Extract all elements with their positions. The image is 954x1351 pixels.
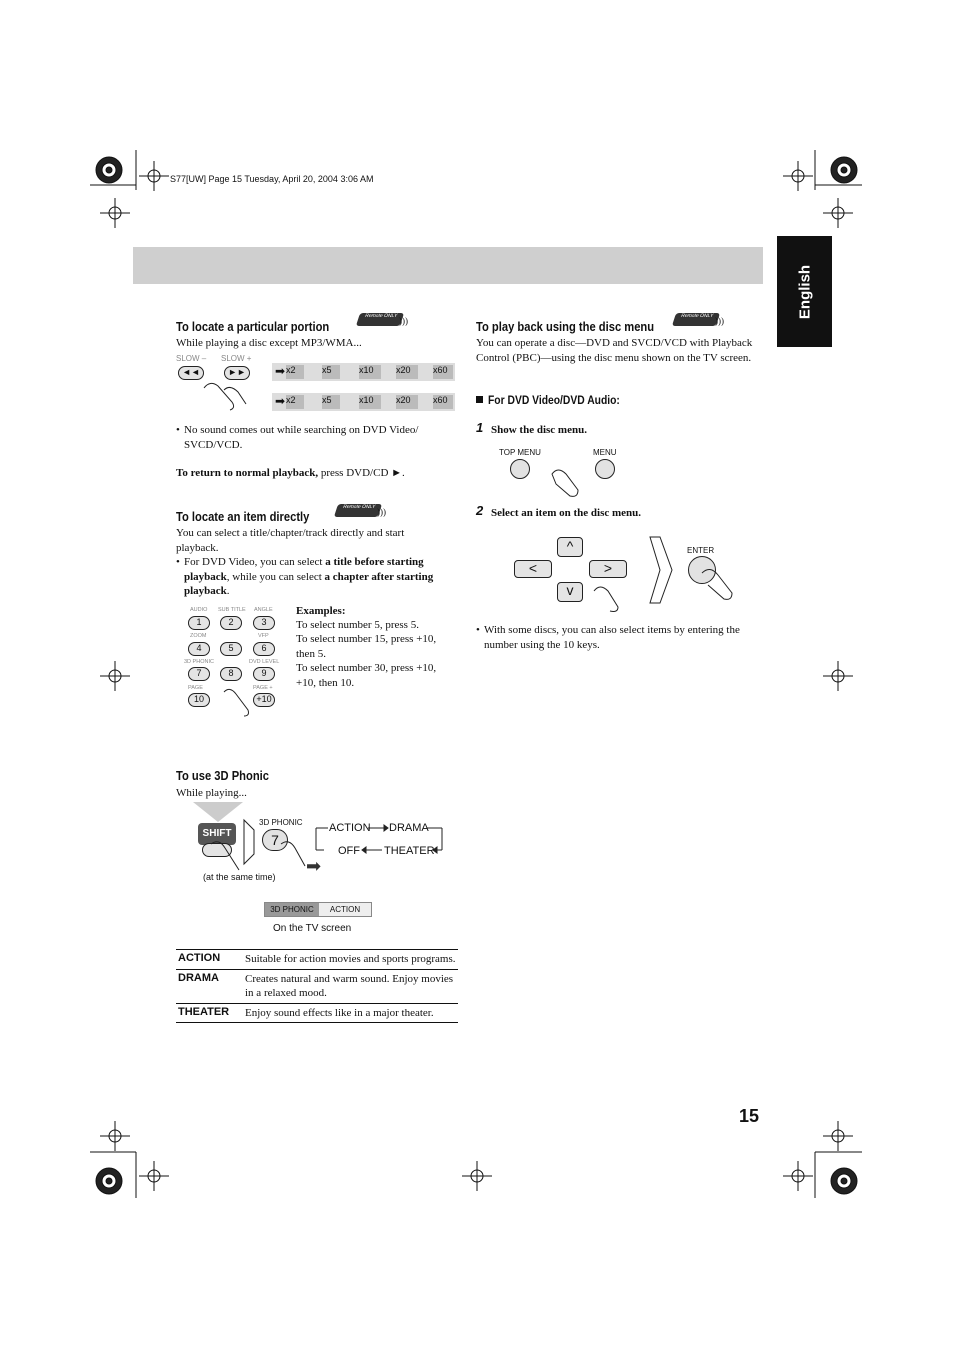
locate-item-bullet: • For DVD Video, you can select a title before starting playback, while you can select a chapter after starting playback. <box>176 556 434 598</box>
mode-theater: THEATER <box>384 845 435 857</box>
key-label-audio: AUDIO <box>190 607 208 613</box>
top-menu-button[interactable] <box>510 459 530 479</box>
locate-portion-title: To locate a particular portion <box>176 319 330 334</box>
right-arrow-icon: ➡ <box>306 856 322 876</box>
fwd-speed-x60: x60 <box>433 365 453 379</box>
examples-title: Examples: <box>296 605 346 617</box>
example-2: To select number 15, press +10, then 5. <box>296 633 437 660</box>
return-normal-rest: press DVD/CD ►. <box>318 467 405 479</box>
disc-menu-intro: You can operate a disc—DVD and SVCD/VCD with Playback Control (PBC)—using the disc menu shown on the TV screen. <box>476 337 753 364</box>
bullet-part-1: For DVD Video, you can select <box>184 556 326 568</box>
key-label-3d-phonic: 3D PHONIC <box>184 659 214 665</box>
table-key-action: ACTION <box>178 952 221 964</box>
section-bar <box>133 247 763 284</box>
fwd-speed-x10: x10 <box>359 365 381 379</box>
locate-item-title: To locate an item directly <box>176 509 310 524</box>
locate-portion-subtitle: While playing a disc except MP3/WMA... <box>176 337 362 349</box>
language-tab <box>777 236 832 347</box>
bullet-bold-2: a chapter after starting playback <box>184 570 434 598</box>
step-1-number: 1 <box>476 420 484 435</box>
key-8[interactable]: 8 <box>220 667 242 681</box>
language-tab-label: English <box>796 264 813 319</box>
table-row <box>176 970 458 1004</box>
remote-signal-icon: ))) <box>399 316 408 326</box>
same-time-note: (at the same time) <box>203 872 276 882</box>
locate-portion-bullet: • No sound comes out while searching on DVD Video/ SVCD/VCD. <box>176 423 446 452</box>
key-label-vfp: VFP <box>258 633 269 639</box>
table-row <box>176 950 458 970</box>
slow-minus-button[interactable]: ◄◄ <box>178 366 204 380</box>
finger-icon <box>222 688 262 718</box>
mode-drama: DRAMA <box>389 822 429 834</box>
disc-menu-bullet-text: With some discs, you can also select items by entering the number using the 10 keys. <box>484 624 740 651</box>
rev-speed-x20: x20 <box>396 395 418 409</box>
slow-plus-button[interactable]: ►► <box>224 366 250 380</box>
table-value-action: Suitable for action movies and sports programs. <box>245 953 456 965</box>
key-2[interactable]: 2 <box>220 616 242 630</box>
menu-button[interactable] <box>595 459 615 479</box>
table-value-theater: Enjoy sound effects like in a major theater. <box>245 1006 434 1019</box>
finger-icon <box>548 466 584 500</box>
slow-plus-label: SLOW + <box>221 354 252 363</box>
return-normal-bold: To return to normal playback, <box>176 467 319 479</box>
table-key-theater: THEATER <box>178 1005 230 1018</box>
tv-screen-right: ACTION <box>329 905 361 914</box>
rev-speed-x10: x10 <box>359 395 381 409</box>
menu-label: MENU <box>593 448 617 457</box>
return-normal-text <box>176 466 456 481</box>
key-3[interactable]: 3 <box>253 616 275 630</box>
example-3: To select number 30, press +10, +10, then 10. <box>296 662 437 689</box>
top-menu-label: TOP MENU <box>499 448 541 457</box>
key-label-page: PAGE <box>188 685 203 691</box>
enter-label: ENTER <box>687 546 715 555</box>
locate-portion-bullet-text: No sound comes out while searching on DVD Video/ SVCD/VCD. <box>184 424 419 451</box>
tv-screen-left: 3D PHONIC <box>265 903 319 916</box>
remote-only-badge: Remote ONLY <box>334 504 382 517</box>
right-chevron-icon <box>648 535 674 605</box>
disc-menu-bullet: • With some discs, you can also select items by entering the number using the 10 keys. <box>476 623 761 652</box>
phonic-subtitle: While playing... <box>176 787 247 799</box>
cursor-down-button[interactable]: v <box>557 582 583 602</box>
cursor-left-button[interactable]: < <box>514 560 552 578</box>
down-arrow-icon <box>193 802 243 824</box>
slow-minus-label: SLOW – <box>176 354 207 363</box>
square-bullet-icon <box>476 396 483 403</box>
reverse-arrow-icon: ➡ <box>275 394 286 408</box>
disc-menu-title: To play back using the disc menu <box>476 319 655 334</box>
key-1[interactable]: 1 <box>188 616 210 630</box>
fwd-speed-x20: x20 <box>396 365 418 379</box>
key-4[interactable]: 4 <box>188 642 210 656</box>
remote-only-badge: Remote ONLY <box>672 313 720 326</box>
rev-speed-x60: x60 <box>433 395 453 409</box>
print-info: S77[UW] Page 15 Tuesday, April 20, 2004 3:06 AM <box>170 174 374 184</box>
forward-arrow-icon: ➡ <box>275 364 286 378</box>
key-label-zoom: ZOOM <box>190 633 207 639</box>
table-key-drama: DRAMA <box>178 971 219 984</box>
page-number: 15 <box>739 1106 760 1126</box>
bullet-part-2: , while you can select <box>226 570 325 583</box>
finger-icon <box>700 567 740 605</box>
phonic-key-label: 3D PHONIC <box>259 818 303 827</box>
cursor-right-button[interactable]: > <box>589 560 627 578</box>
remote-only-badge: Remote ONLY <box>356 313 404 326</box>
key-plus-10[interactable]: +10 <box>253 693 275 707</box>
fwd-speed-x5: x5 <box>322 365 340 379</box>
phonic-mode-table <box>176 949 458 1023</box>
step-2-number: 2 <box>476 503 484 518</box>
key-label-page-plus: PAGE + <box>253 685 273 691</box>
fwd-speed-x2: x2 <box>286 365 304 379</box>
dvd-subheading: For DVD Video/DVD Audio: <box>488 393 620 407</box>
key-9[interactable]: 9 <box>253 667 275 681</box>
locate-item-intro: You can select a title/chapter/track directly and start playback. <box>176 527 405 554</box>
table-row <box>176 1004 458 1024</box>
key-label-angle: ANGLE <box>254 607 273 613</box>
step-1-text: Show the disc menu. <box>491 424 587 436</box>
bullet-bold-1: a title before starting playback <box>184 556 424 583</box>
key-10[interactable]: 10 <box>188 693 210 707</box>
key-6[interactable]: 6 <box>253 642 275 656</box>
example-1: To select number 5, press 5. <box>296 619 419 631</box>
rev-speed-x5: x5 <box>322 395 340 409</box>
remote-signal-icon: ))) <box>377 507 386 517</box>
key-7-phonic-label: 7 <box>271 832 279 848</box>
finger-icon <box>590 585 626 615</box>
phonic-title: To use 3D Phonic <box>176 768 269 783</box>
key-label-dvd-level: DVD LEVEL <box>249 659 280 665</box>
finger-icon <box>200 380 250 412</box>
step-2-text: Select an item on the disc menu. <box>491 507 642 519</box>
rev-speed-x2: x2 <box>286 395 304 409</box>
mode-action: ACTION <box>329 822 371 834</box>
tv-screen-caption: On the TV screen <box>273 923 352 934</box>
key-7[interactable]: 7 <box>188 667 210 681</box>
cursor-up-button[interactable]: ^ <box>557 537 583 557</box>
table-value-drama: Creates natural and warm sound. Enjoy movies in a relaxed mood. <box>245 972 454 1000</box>
key-label-subtitle: SUB TITLE <box>218 607 246 613</box>
mode-off: OFF <box>338 845 360 857</box>
tv-screen-display <box>264 902 372 917</box>
key-5[interactable]: 5 <box>220 642 242 656</box>
bullet-part-3: . <box>226 585 230 598</box>
remote-signal-icon: ))) <box>715 316 724 326</box>
shift-label: SHIFT <box>202 828 232 839</box>
